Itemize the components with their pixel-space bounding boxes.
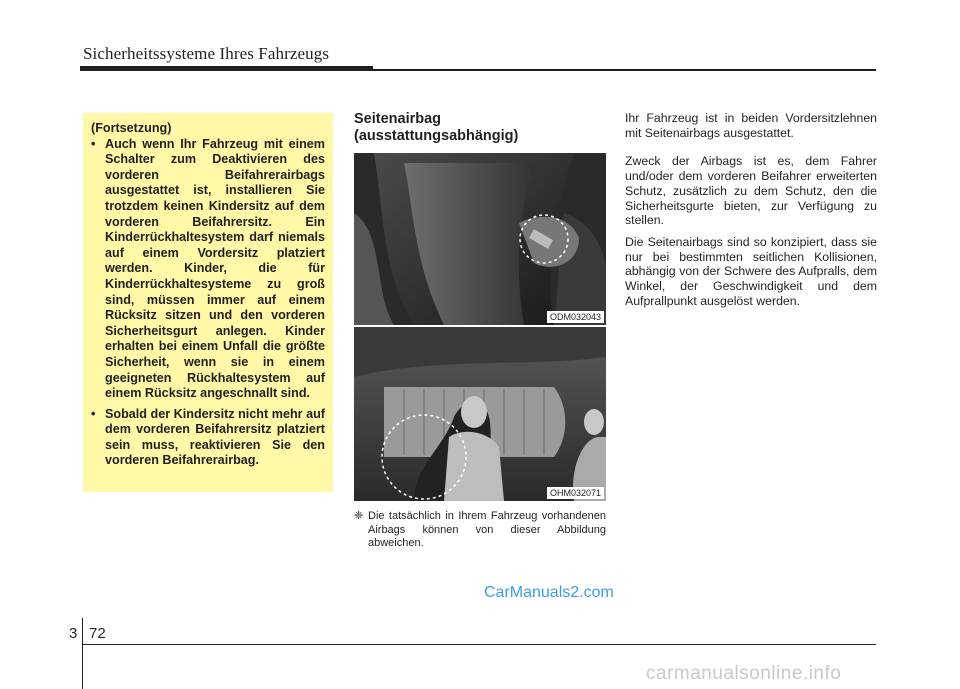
footer-rule bbox=[82, 644, 876, 645]
chapter-number: 3 bbox=[69, 625, 78, 642]
footer-divider bbox=[82, 618, 83, 689]
body-paragraph: Zweck der Airbags ist es, dem Fahrer und/oder dem vorderen Beifahrer erweiterten Schutz, zusätzlich zu dem Schutz, den die Sicherheitsgurte bieten, zur Verfügung zu stellen. bbox=[625, 154, 877, 228]
warning-item-text: Sobald der Kindersitz nicht mehr auf dem vorderen Beifahrersitz platziert sein muss, reaktivieren Sie den vorderen Beifahrerairbag. bbox=[105, 406, 325, 468]
note-mark-icon: ❈ bbox=[354, 510, 364, 522]
warning-continuation: (Fortsetzung) bbox=[91, 121, 172, 135]
warning-item bbox=[91, 407, 325, 469]
image-caption bbox=[354, 510, 606, 551]
header-rule-thin bbox=[373, 69, 876, 71]
warning-item-text: Auch wenn Ihr Fahrzeug mit einem Schalter zum Deaktivieren des vorderen Beifahrerairbags ausgestattet ist, installieren Sie trotzdem keinen Kindersitz auf dem vorderen Beifahrersitz. Ein Kinderrückhaltesystem darf niemals auf einem Vordersitz platziert werden. Kinder, die für Kinderrückhaltesysteme zu groß sind, müssen immer auf einem Rücksitz sitzen und den vorderen Sicherheitsgurt anlegen. Kinder erhalten bei einem Unfall die größte Sicherheit, wenn sie in einem geeigneten Rückhaltesystem auf einem Rücksitz angeschnallt sind. bbox=[105, 136, 325, 401]
watermark-link[interactable]: CarManuals2.com bbox=[484, 584, 614, 601]
footer-watermark: carmanualsonline.info bbox=[646, 663, 842, 684]
page-number: 72 bbox=[89, 625, 106, 642]
header-rule bbox=[80, 66, 373, 71]
bullet-icon: • bbox=[91, 136, 96, 151]
bullet-icon: • bbox=[91, 406, 96, 421]
warning-box bbox=[83, 113, 333, 492]
body-paragraph: Die Seitenairbags sind so konzipiert, dass sie nur bei bestimmten seitlichen Kollisionen, abhängig von der Schwere des Aufpralls, dem Winkel, der Geschwindigkeit und dem Aufprallpunkt ausgelöst werden. bbox=[625, 234, 877, 308]
section-title bbox=[354, 111, 518, 145]
airbag-photo-illustration bbox=[354, 327, 606, 501]
body-paragraph: Ihr Fahrzeug ist in beiden Vordersitzlehnen mit Seitenairbags ausgestattet. bbox=[625, 111, 877, 140]
seat-airbag-photo bbox=[354, 153, 606, 325]
caption-text: Die tatsächlich in Ihrem Fahrzeug vorhandenen Airbags können von dieser Abbildung abweichen. bbox=[368, 510, 606, 549]
image-code: OHM032071 bbox=[547, 487, 604, 499]
body-text bbox=[625, 111, 877, 308]
section-title-line2: (ausstattungsabhängig) bbox=[354, 128, 519, 144]
page-header-title: Sicherheitssysteme Ihres Fahrzeugs bbox=[83, 44, 330, 63]
warning-item bbox=[91, 137, 325, 402]
image-code: ODM032043 bbox=[547, 311, 604, 323]
side-airbag-photo bbox=[354, 327, 606, 501]
section-title-line1: Seitenairbag bbox=[354, 111, 442, 127]
seat-photo-illustration bbox=[354, 153, 606, 325]
